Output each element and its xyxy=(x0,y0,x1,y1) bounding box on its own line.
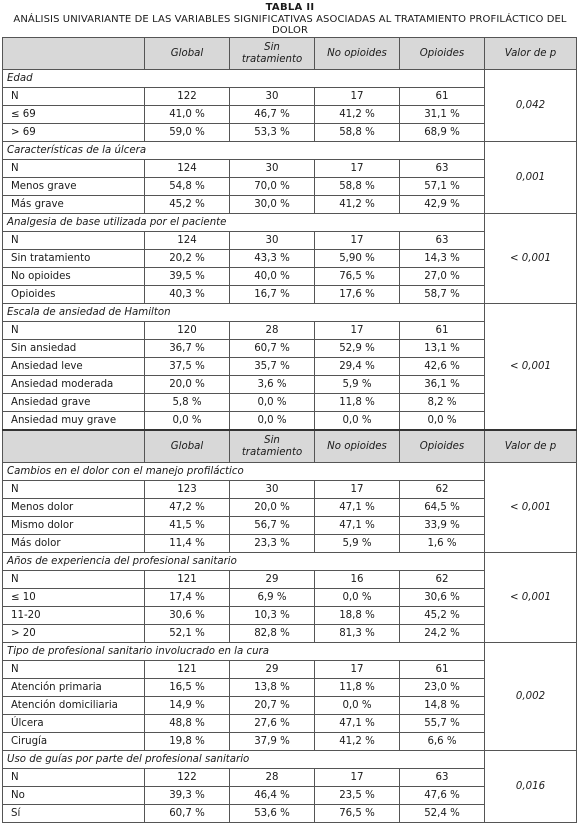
column-header: Sin tratamiento xyxy=(230,430,315,463)
data-cell: 70,0 % xyxy=(230,178,315,196)
row-label: Ansiedad muy grave xyxy=(3,412,145,431)
row-label: ≤ 69 xyxy=(3,106,145,124)
data-cell: 30 xyxy=(230,88,315,106)
p-value: < 0,001 xyxy=(485,463,577,553)
p-value: < 0,001 xyxy=(485,304,577,431)
data-cell: 0,0 % xyxy=(230,394,315,412)
data-cell: 17 xyxy=(315,160,400,178)
data-cell: 82,8 % xyxy=(230,625,315,643)
data-cell: 61 xyxy=(400,322,485,340)
row-label: Opioides xyxy=(3,286,145,304)
data-cell: 63 xyxy=(400,232,485,250)
data-cell: 53,6 % xyxy=(230,805,315,823)
data-cell: 29,4 % xyxy=(315,358,400,376)
data-cell: 5,90 % xyxy=(315,250,400,268)
data-cell: 8,2 % xyxy=(400,394,485,412)
data-cell: 58,8 % xyxy=(315,178,400,196)
data-cell: 56,7 % xyxy=(230,517,315,535)
section-title-row xyxy=(3,142,577,160)
data-cell: 0,0 % xyxy=(315,412,400,431)
data-cell: 47,1 % xyxy=(315,499,400,517)
data-cell: 64,5 % xyxy=(400,499,485,517)
data-cell: 47,2 % xyxy=(145,499,230,517)
column-header: Global xyxy=(145,38,230,70)
data-cell: 23,0 % xyxy=(400,679,485,697)
data-cell: 121 xyxy=(145,661,230,679)
section-title-row xyxy=(3,751,577,769)
data-cell: 122 xyxy=(145,88,230,106)
data-cell: 58,8 % xyxy=(315,124,400,142)
data-cell: 17 xyxy=(315,88,400,106)
data-cell: 40,0 % xyxy=(230,268,315,286)
table-body xyxy=(3,38,577,823)
section-title-row xyxy=(3,214,577,232)
section-title-row xyxy=(3,643,577,661)
column-header: No opioides xyxy=(315,38,400,70)
data-cell: 35,7 % xyxy=(230,358,315,376)
data-cell: 55,7 % xyxy=(400,715,485,733)
section-title: Años de experiencia del profesional sanitario xyxy=(3,553,485,571)
data-cell: 45,2 % xyxy=(145,196,230,214)
data-cell: 30,6 % xyxy=(400,589,485,607)
data-cell: 28 xyxy=(230,322,315,340)
data-cell: 54,8 % xyxy=(145,178,230,196)
data-cell: 14,8 % xyxy=(400,697,485,715)
row-label: 11-20 xyxy=(3,607,145,625)
data-cell: 17 xyxy=(315,232,400,250)
row-label: N xyxy=(3,571,145,589)
column-header: Opioides xyxy=(400,38,485,70)
document xyxy=(2,0,578,823)
data-cell: 52,4 % xyxy=(400,805,485,823)
data-cell: 17 xyxy=(315,661,400,679)
data-cell: 42,9 % xyxy=(400,196,485,214)
data-cell: 20,7 % xyxy=(230,697,315,715)
data-cell: 41,2 % xyxy=(315,106,400,124)
data-cell: 3,6 % xyxy=(230,376,315,394)
data-cell: 30 xyxy=(230,232,315,250)
data-cell: 13,1 % xyxy=(400,340,485,358)
data-cell: 33,9 % xyxy=(400,517,485,535)
data-cell: 60,7 % xyxy=(145,805,230,823)
data-cell: 6,9 % xyxy=(230,589,315,607)
row-label: Sin tratamiento xyxy=(3,250,145,268)
data-cell: 27,0 % xyxy=(400,268,485,286)
data-cell: 16 xyxy=(315,571,400,589)
data-cell: 5,9 % xyxy=(315,535,400,553)
data-cell: 11,4 % xyxy=(145,535,230,553)
data-cell: 36,7 % xyxy=(145,340,230,358)
section-title: Edad xyxy=(3,70,485,88)
section-title: Escala de ansiedad de Hamilton xyxy=(3,304,485,322)
row-label: Sí xyxy=(3,805,145,823)
data-cell: 0,0 % xyxy=(230,412,315,431)
section-title: Características de la úlcera xyxy=(3,142,485,160)
row-label: > 20 xyxy=(3,625,145,643)
row-label: Más grave xyxy=(3,196,145,214)
row-label: N xyxy=(3,160,145,178)
data-cell: 17 xyxy=(315,322,400,340)
data-cell: 122 xyxy=(145,769,230,787)
data-cell: 124 xyxy=(145,232,230,250)
data-cell: 41,2 % xyxy=(315,196,400,214)
data-cell: 39,3 % xyxy=(145,787,230,805)
p-value: 0,042 xyxy=(485,70,577,142)
data-cell: 0,0 % xyxy=(145,412,230,431)
data-cell: 28 xyxy=(230,769,315,787)
p-value: < 0,001 xyxy=(485,553,577,643)
column-header: Opioides xyxy=(400,430,485,463)
data-cell: 41,0 % xyxy=(145,106,230,124)
data-cell: 18,8 % xyxy=(315,607,400,625)
data-cell: 45,2 % xyxy=(400,607,485,625)
data-cell: 48,8 % xyxy=(145,715,230,733)
data-cell: 20,2 % xyxy=(145,250,230,268)
data-cell: 47,1 % xyxy=(315,517,400,535)
row-label: Cirugía xyxy=(3,733,145,751)
row-label: Menos dolor xyxy=(3,499,145,517)
p-value: 0,001 xyxy=(485,142,577,214)
data-cell: 58,7 % xyxy=(400,286,485,304)
column-header: Valor de p xyxy=(485,430,577,463)
header-empty-cell xyxy=(3,430,145,463)
section-title: Uso de guías por parte del profesional sanitario xyxy=(3,751,485,769)
data-cell: 14,3 % xyxy=(400,250,485,268)
row-label: No xyxy=(3,787,145,805)
data-cell: 46,7 % xyxy=(230,106,315,124)
data-cell: 29 xyxy=(230,661,315,679)
p-value: 0,002 xyxy=(485,643,577,751)
row-label: Atención primaria xyxy=(3,679,145,697)
data-cell: 37,5 % xyxy=(145,358,230,376)
data-cell: 63 xyxy=(400,769,485,787)
row-label: Sin ansiedad xyxy=(3,340,145,358)
data-cell: 17 xyxy=(315,481,400,499)
data-cell: 43,3 % xyxy=(230,250,315,268)
data-cell: 41,5 % xyxy=(145,517,230,535)
table-header xyxy=(2,0,578,36)
header-empty-cell xyxy=(3,38,145,70)
row-label: Menos grave xyxy=(3,178,145,196)
data-cell: 37,9 % xyxy=(230,733,315,751)
row-label: > 69 xyxy=(3,124,145,142)
data-cell: 5,8 % xyxy=(145,394,230,412)
row-label: N xyxy=(3,481,145,499)
data-cell: 47,6 % xyxy=(400,787,485,805)
data-cell: 47,1 % xyxy=(315,715,400,733)
data-cell: 14,9 % xyxy=(145,697,230,715)
data-cell: 5,9 % xyxy=(315,376,400,394)
data-cell: 30 xyxy=(230,160,315,178)
data-cell: 76,5 % xyxy=(315,268,400,286)
data-cell: 20,0 % xyxy=(230,499,315,517)
row-label: Ansiedad grave xyxy=(3,394,145,412)
row-label: Atención domiciliaria xyxy=(3,697,145,715)
row-label: N xyxy=(3,769,145,787)
column-header: Valor de p xyxy=(485,38,577,70)
data-cell: 29 xyxy=(230,571,315,589)
section-title-row xyxy=(3,463,577,481)
section-title-row xyxy=(3,304,577,322)
data-cell: 42,6 % xyxy=(400,358,485,376)
row-label: N xyxy=(3,661,145,679)
data-table xyxy=(2,37,577,823)
data-cell: 11,8 % xyxy=(315,679,400,697)
data-cell: 60,7 % xyxy=(230,340,315,358)
data-cell: 123 xyxy=(145,481,230,499)
data-cell: 30 xyxy=(230,481,315,499)
data-cell: 39,5 % xyxy=(145,268,230,286)
data-cell: 0,0 % xyxy=(400,412,485,431)
row-label: Mismo dolor xyxy=(3,517,145,535)
row-label: Ansiedad leve xyxy=(3,358,145,376)
data-cell: 17,4 % xyxy=(145,589,230,607)
data-cell: 27,6 % xyxy=(230,715,315,733)
section-title: Cambios en el dolor con el manejo profiláctico xyxy=(3,463,485,481)
table-label: TABLA II xyxy=(265,2,315,13)
data-cell: 10,3 % xyxy=(230,607,315,625)
row-label: Más dolor xyxy=(3,535,145,553)
column-header-row xyxy=(3,430,577,463)
data-cell: 121 xyxy=(145,571,230,589)
section-title-row xyxy=(3,553,577,571)
row-label: N xyxy=(3,322,145,340)
column-header: Global xyxy=(145,430,230,463)
data-cell: 16,5 % xyxy=(145,679,230,697)
data-cell: 46,4 % xyxy=(230,787,315,805)
data-cell: 16,7 % xyxy=(230,286,315,304)
data-cell: 30,0 % xyxy=(230,196,315,214)
section-title: Analgesia de base utilizada por el paciente xyxy=(3,214,485,232)
data-cell: 52,1 % xyxy=(145,625,230,643)
data-cell: 31,1 % xyxy=(400,106,485,124)
data-cell: 81,3 % xyxy=(315,625,400,643)
data-cell: 13,8 % xyxy=(230,679,315,697)
data-cell: 52,9 % xyxy=(315,340,400,358)
row-label: N xyxy=(3,232,145,250)
data-cell: 41,2 % xyxy=(315,733,400,751)
column-header: No opioides xyxy=(315,430,400,463)
data-cell: 0,0 % xyxy=(315,589,400,607)
row-label: No opioides xyxy=(3,268,145,286)
data-cell: 1,6 % xyxy=(400,535,485,553)
data-cell: 36,1 % xyxy=(400,376,485,394)
data-cell: 24,2 % xyxy=(400,625,485,643)
data-cell: 61 xyxy=(400,661,485,679)
table-title: ANÁLISIS UNIVARIANTE DE LAS VARIABLES SIGNIFICATIVAS ASOCIADAS AL TRATAMIENTO PROFILÁCTICO DEL DOLOR xyxy=(13,14,567,36)
data-cell: 68,9 % xyxy=(400,124,485,142)
p-value: 0,016 xyxy=(485,751,577,823)
column-header-row xyxy=(3,38,577,70)
section-title: Tipo de profesional sanitario involucrado en la cura xyxy=(3,643,485,661)
data-cell: 20,0 % xyxy=(145,376,230,394)
data-cell: 62 xyxy=(400,481,485,499)
row-label: Ansiedad moderada xyxy=(3,376,145,394)
data-cell: 0,0 % xyxy=(315,697,400,715)
row-label: Úlcera xyxy=(3,715,145,733)
data-cell: 61 xyxy=(400,88,485,106)
data-cell: 40,3 % xyxy=(145,286,230,304)
data-cell: 23,5 % xyxy=(315,787,400,805)
column-header: Sin tratamiento xyxy=(230,38,315,70)
data-cell: 124 xyxy=(145,160,230,178)
row-label: ≤ 10 xyxy=(3,589,145,607)
data-cell: 30,6 % xyxy=(145,607,230,625)
data-cell: 120 xyxy=(145,322,230,340)
section-title-row xyxy=(3,70,577,88)
data-cell: 17 xyxy=(315,769,400,787)
data-cell: 62 xyxy=(400,571,485,589)
data-cell: 11,8 % xyxy=(315,394,400,412)
row-label: N xyxy=(3,88,145,106)
data-cell: 19,8 % xyxy=(145,733,230,751)
data-cell: 6,6 % xyxy=(400,733,485,751)
data-cell: 57,1 % xyxy=(400,178,485,196)
data-cell: 17,6 % xyxy=(315,286,400,304)
data-cell: 23,3 % xyxy=(230,535,315,553)
data-cell: 59,0 % xyxy=(145,124,230,142)
data-cell: 63 xyxy=(400,160,485,178)
p-value: < 0,001 xyxy=(485,214,577,304)
data-cell: 53,3 % xyxy=(230,124,315,142)
data-cell: 76,5 % xyxy=(315,805,400,823)
